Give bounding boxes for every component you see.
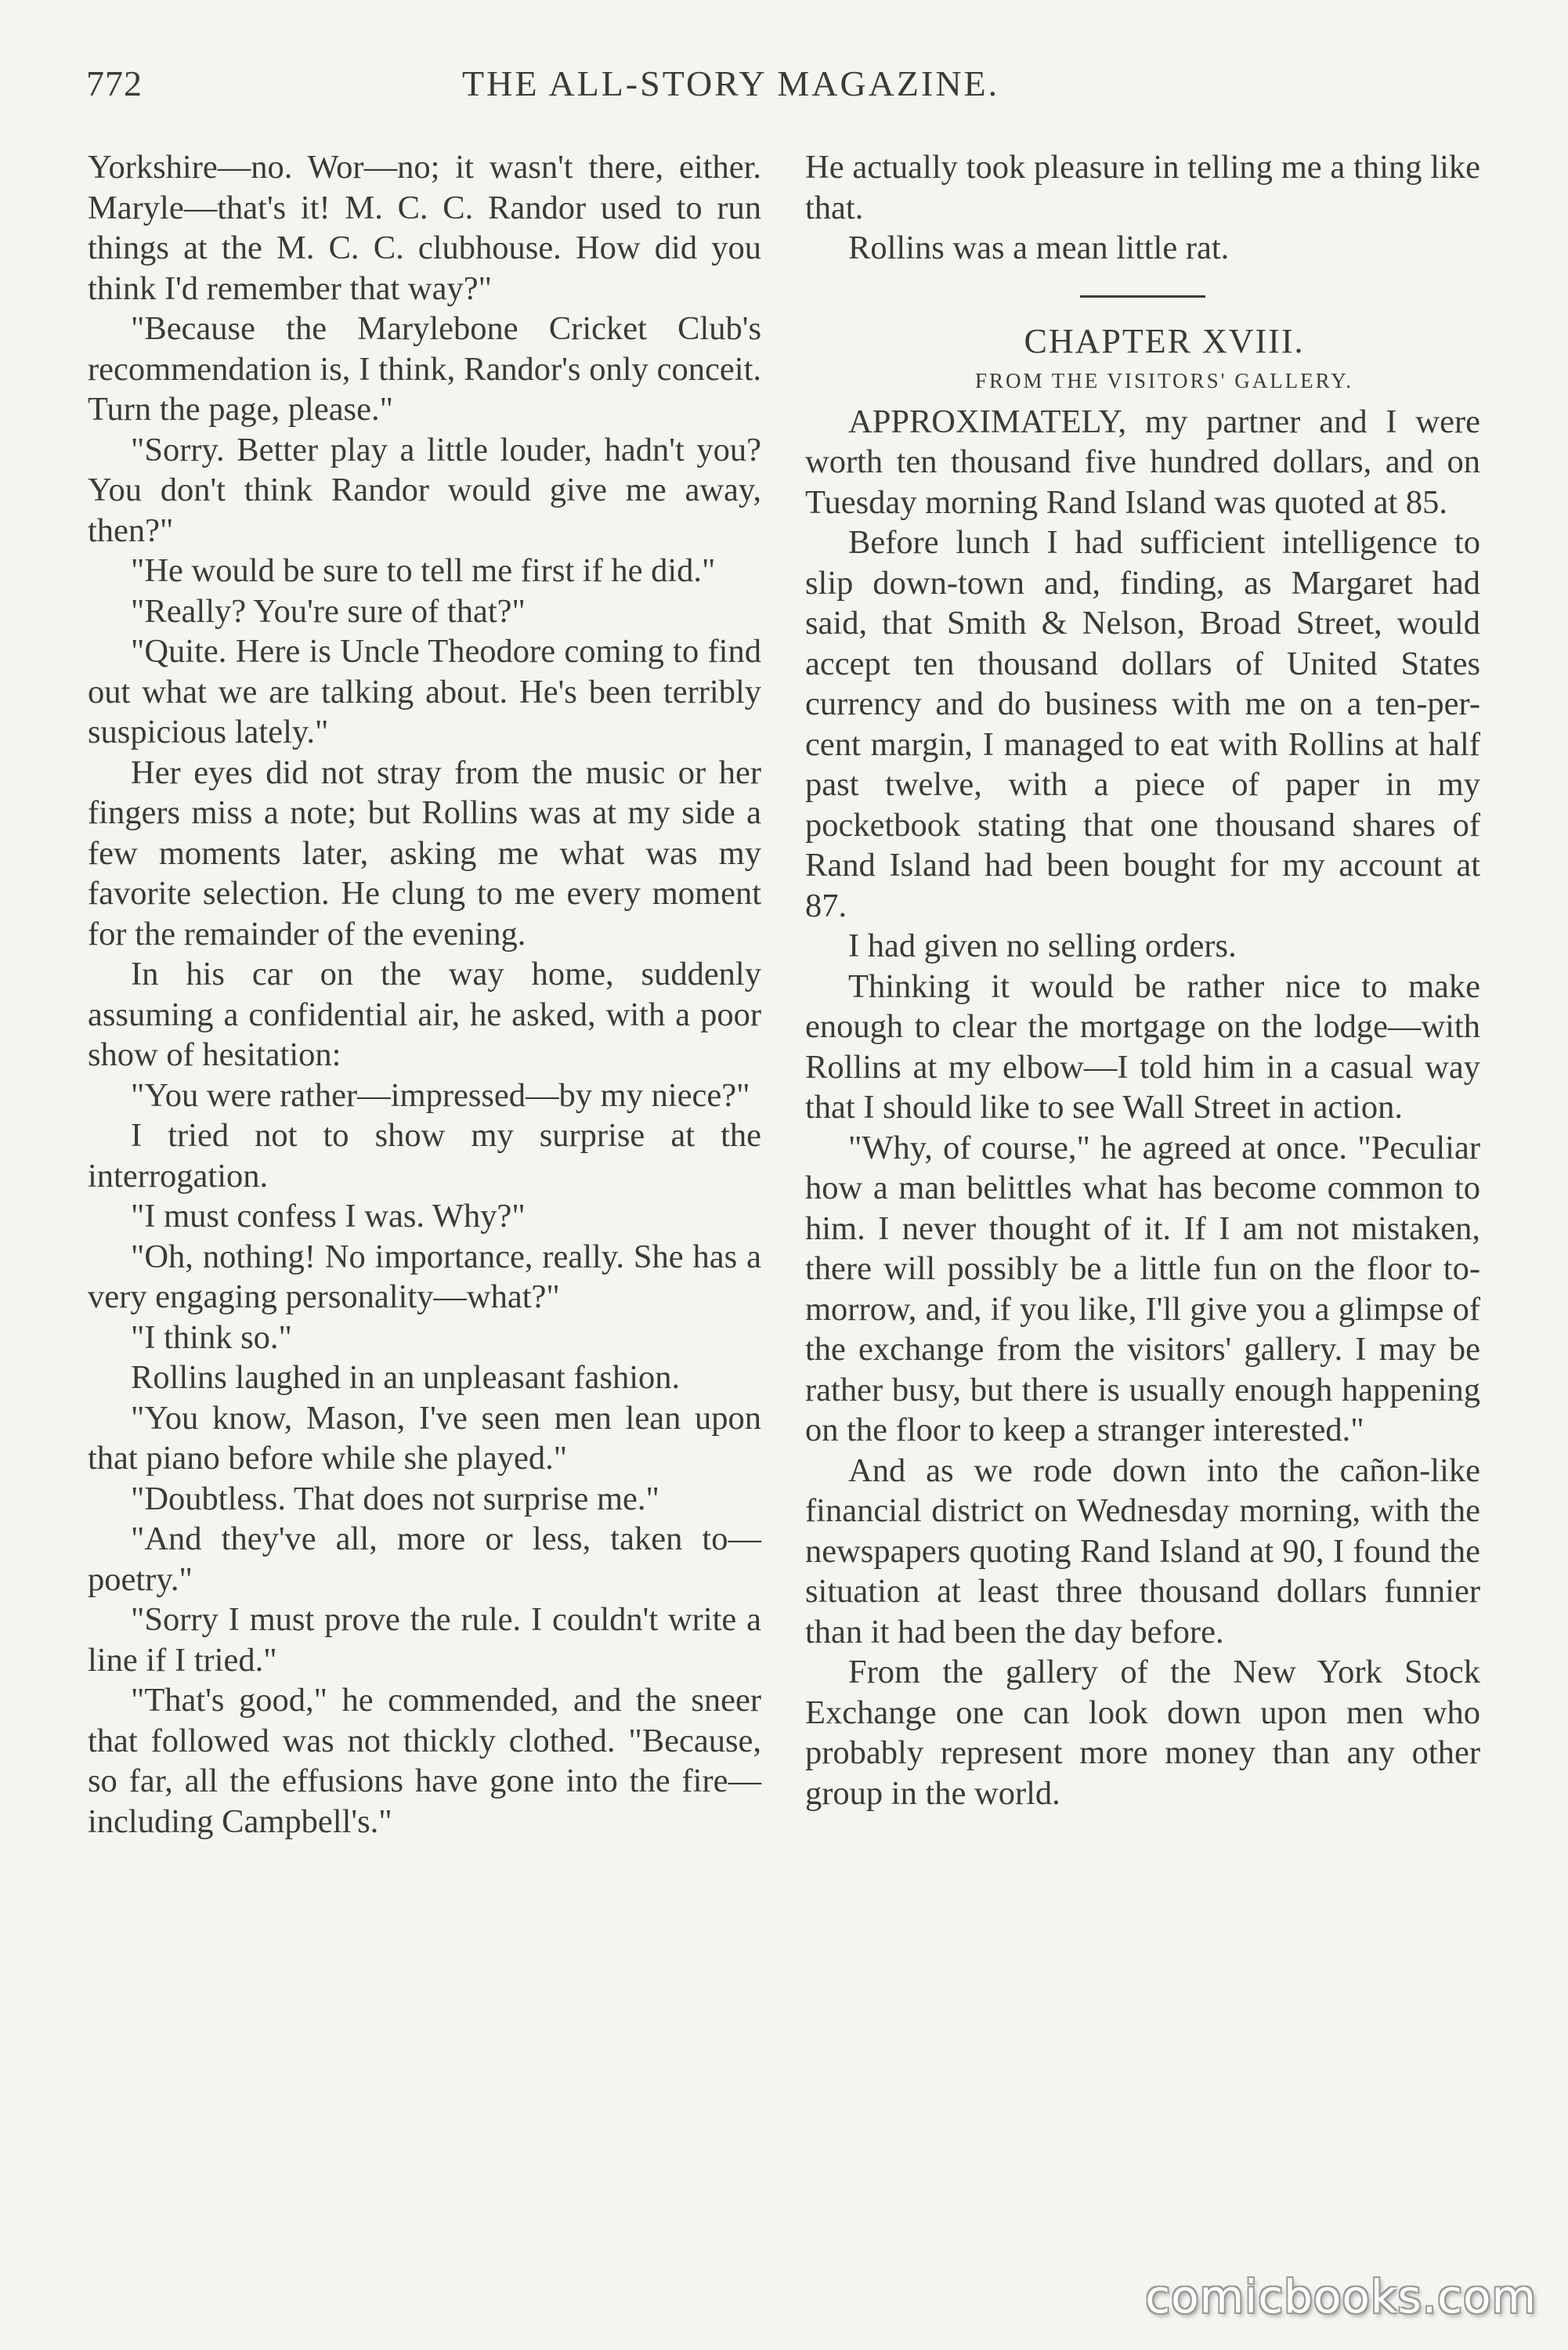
paragraph: "Really? You're sure of that?"	[131, 592, 526, 630]
running-head: THE ALL-STORY MAGAZINE.	[462, 63, 1000, 103]
right-column	[805, 147, 1480, 1813]
paragraph: "You were rather—impressed—by my niece?"	[131, 1076, 750, 1114]
paragraph: "I think so."	[131, 1318, 292, 1356]
page-number: 772	[86, 63, 143, 103]
chapter-title: CHAPTER XVIII.	[1024, 321, 1305, 360]
paragraph: "Quite. Here is Uncle Theodore coming to find out what we are talking about. He's been terribly suspicious lately."	[88, 633, 761, 750]
paragraph: "That's good," he commended, and the sneer that followed was not thickly clothed. "Because, so far, all the effusions have gone into the fire—including Campbell's."	[88, 1682, 761, 1840]
paragraph: APPROXIMATELY, my partner and I were worth ten thousand five hundred dollars, and on Tuesday morning Rand Island was quoted at 85.	[805, 403, 1480, 521]
chapter-subtitle: FROM THE VISITORS' GALLERY.	[975, 369, 1353, 392]
paragraph: I tried not to show my surprise at the interrogation.	[88, 1117, 761, 1195]
paragraph: Her eyes did not stray from the music or her fingers miss a note; but Rollins was at my side a few moments later, asking me what was my favorite selection. He clung to me every moment for the remainder of the evening.	[88, 754, 761, 953]
paragraph: Thinking it would be rather nice to make enough to clear the mortgage on the lodge—with Rollins at my elbow—I told him in a casual way that I should like to see Wall Street in action.	[805, 967, 1480, 1126]
paragraph: "Doubtless. That does not surprise me."	[131, 1480, 659, 1517]
paragraph: "Because the Marylebone Cricket Club's recommendation is, I think, Randor's only conceit. Turn the page, please."	[88, 310, 761, 428]
paragraph: "I must confess I was. Why?"	[131, 1198, 526, 1235]
paragraph: Before lunch I had sufficient intelligence to slip down-town and, finding, as Margaret had said, that Smith & Nelson, Broad Street, would accept ten thousand dollars of United States currency and do business with me on a ten-per-cent margin, I managed to eat with Rollins at half past twelve, with a piece of paper in my pocketbook stating that one thousand shares of Rand Island had been bought for my account at 87.	[805, 524, 1480, 924]
left-column	[88, 147, 761, 1842]
paragraph: "And they've all, more or less, taken to—poetry."	[88, 1520, 761, 1598]
watermark: comicbooks.com	[1145, 2270, 1537, 2323]
page-header	[86, 63, 1480, 125]
paragraph: "He would be sure to tell me first if he did."	[131, 552, 716, 589]
section-divider	[1080, 295, 1205, 298]
paragraph: And as we rode down into the cañon-like financial district on Wednesday morning, with the newspapers quoting Rand Island at 90, I found the situation at least three thousand dollars funnier than it had been the day before.	[805, 1452, 1480, 1650]
paragraph: I had given no selling orders.	[848, 927, 1237, 964]
paragraph: Rollins laughed in an unpleasant fashion.	[131, 1359, 681, 1396]
paragraph: "Oh, nothing! No importance, really. She has a very engaging personality—what?"	[88, 1238, 761, 1315]
paragraph: Yorkshire—no. Wor—no; it wasn't there, either. Maryle—that's it! M. C. C. Randor used to run things at the M. C. C. clubhouse. How did you think I'd remember that way?"	[88, 149, 761, 307]
paragraph: "You know, Mason, I've seen men lean upon that piano before while she played."	[88, 1399, 761, 1477]
paragraph: "Sorry. Better play a little louder, hadn't you? You don't think Randor would give me away, then?"	[88, 431, 761, 549]
paragraph: He actually took pleasure in telling me a thing like that.	[805, 149, 1480, 226]
paragraph: "Sorry I must prove the rule. I couldn't write a line if I tried."	[88, 1601, 761, 1679]
paragraph: Rollins was a mean little rat.	[848, 230, 1230, 266]
paragraph: "Why, of course," he agreed at once. "Peculiar how a man belittles what has become common to him. I never thought of it. If I am not mistaken, there will possibly be a little fun on the floor to-morrow, and, if you like, I'll give you a glimpse of the exchange from the visitors' gallery. I may be rather busy, but there is usually enough happening on the floor to keep a stranger interested."	[805, 1129, 1480, 1448]
paragraph: In his car on the way home, suddenly assuming a confidential air, he asked, with a poor show of hesitation:	[88, 956, 761, 1073]
paragraph: From the gallery of the New York Stock Exchange one can look down upon men who probably represent more money than any other group in the world.	[805, 1654, 1480, 1812]
